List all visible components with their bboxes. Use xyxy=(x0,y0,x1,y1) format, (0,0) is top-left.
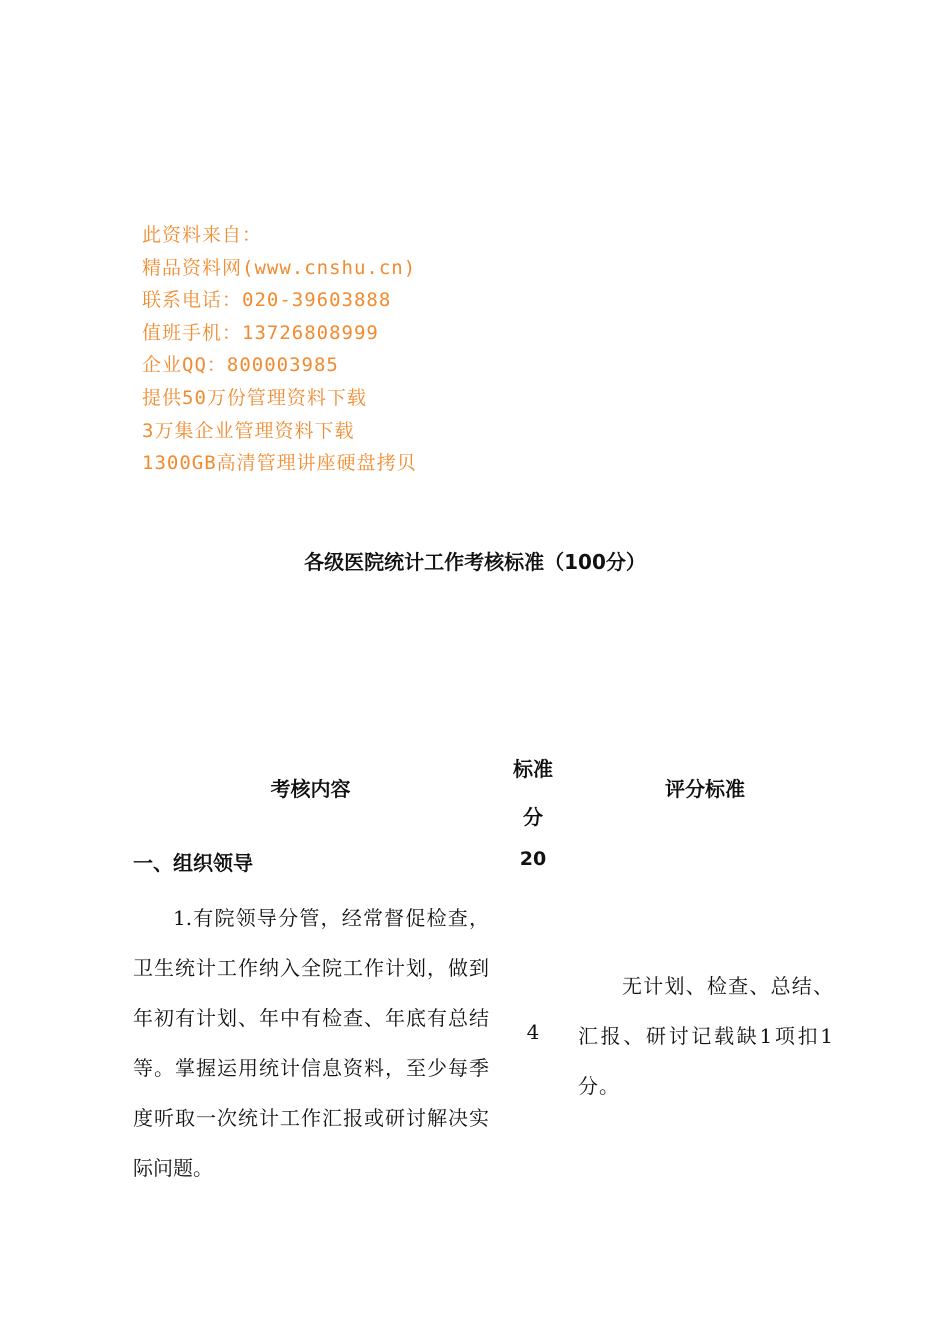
promo-line: 提供50万份管理资料下载 xyxy=(142,386,367,409)
promo-block xyxy=(142,219,417,480)
item-scoring: 无计划、检查、总结、汇报、研讨记载缺1项扣1分。 xyxy=(578,974,834,1098)
item-points: 4 xyxy=(526,1020,540,1044)
document-title: 各级医院统计工作考核标准（100分） xyxy=(304,550,646,574)
promo-line: 联系电话：020-39603888 xyxy=(142,289,392,312)
section-points: 20 xyxy=(519,848,547,870)
section-label: 一、组织领导 xyxy=(133,851,253,875)
item-content: 1.有院领导分管，经常督促检查，卫生统计工作纳入全院工作计划，做到年初有计划、年中有检查、年底有总结等。掌握运用统计信息资料，至少每季度听取一次统计工作汇报或研讨解决实际问题。 xyxy=(133,906,489,1180)
promo-line: 此资料来自： xyxy=(142,224,263,246)
header-standard-line1: 标准 xyxy=(513,757,553,781)
promo-line: 精品资料网(www.cnshu.cn) xyxy=(142,256,417,279)
promo-line: 1300GB高清管理讲座硬盘拷贝 xyxy=(142,452,417,475)
header-content: 考核内容 xyxy=(270,777,351,801)
promo-line: 值班手机：13726808999 xyxy=(142,321,379,344)
promo-line: 3万集企业管理资料下载 xyxy=(142,419,355,442)
promo-line: 企业QQ：800003985 xyxy=(142,354,339,377)
header-scoring: 评分标准 xyxy=(665,777,745,801)
header-standard-line2: 分 xyxy=(523,805,543,829)
header-standard-points xyxy=(508,745,558,841)
